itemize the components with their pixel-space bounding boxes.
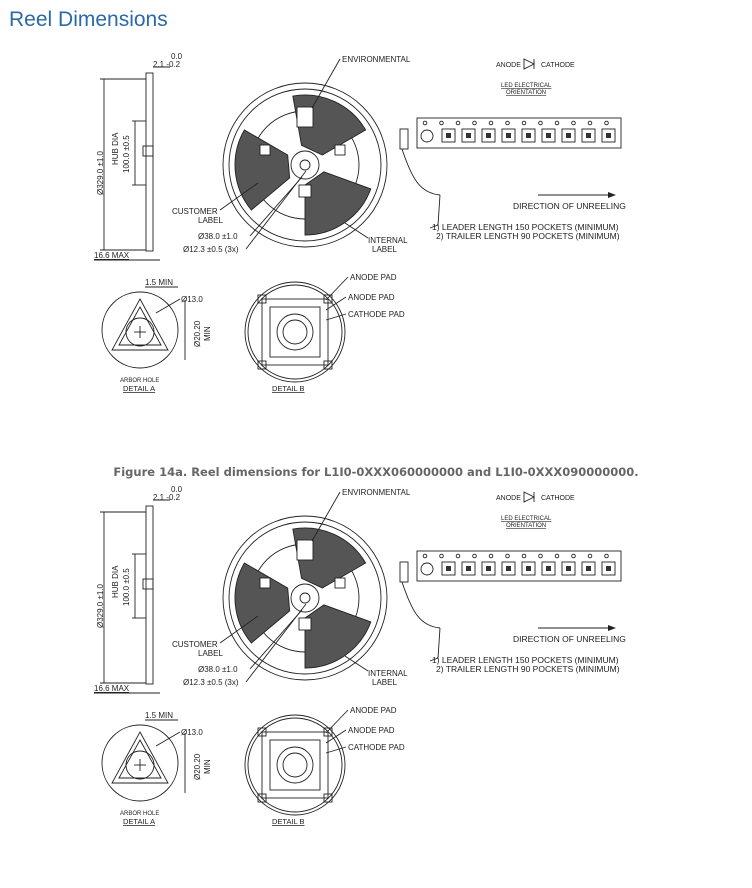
environmental-label: ENVIRONMENTAL: [342, 55, 411, 64]
page-heading: Reel Dimensions: [9, 8, 168, 31]
arbor-hole-label: ARBOR HOLE: [120, 378, 160, 384]
reel-window: [235, 563, 290, 643]
tolerance-bottom: 2.1 -0.2: [153, 60, 181, 69]
diameter-38-label: Ø38.0 ±1.0: [198, 232, 238, 241]
diameter-12-label: Ø12.3 ±0.5 (3x): [183, 678, 239, 687]
direction-label: DIRECTION OF UNREELING: [513, 634, 626, 644]
diameter-13-label: Ø13.0: [181, 728, 203, 737]
anode-pad-label: ANODE PAD: [350, 706, 397, 715]
detail-b-label: DETAIL B: [272, 817, 305, 826]
diameter-20-label: Ø20.20: [193, 320, 202, 347]
arbor-hole-label: ARBOR HOLE: [120, 811, 160, 817]
detail-b-drawing: [245, 715, 345, 815]
hub-dia-label: HUB DIA: [111, 565, 120, 598]
min-1-5-label: 1.5 MIN: [145, 711, 174, 720]
anode-label: ANODE: [496, 62, 521, 69]
max-width-label: 16.6 MAX: [94, 251, 130, 260]
anode-pad-label: ANODE PAD: [350, 273, 397, 282]
max-width-label: 16.6 MAX: [94, 684, 130, 693]
leader-length: 1) LEADER LENGTH 150 POCKETS (MINIMUM): [432, 222, 619, 232]
internal-label-2: LABEL: [372, 678, 397, 687]
customer-label-2: LABEL: [198, 216, 223, 225]
min-label: MIN: [203, 326, 212, 341]
tolerance-top: 0.0: [171, 52, 183, 61]
carrier-tape: [400, 551, 621, 582]
figure-caption: Figure 14a. Reel dimensions for L1I0-0XXX060000000 and L1I0-0XXX090000000.: [113, 465, 639, 479]
hub-value-label: 100.0 ±0.5: [122, 135, 131, 173]
customer-label-2: LABEL: [198, 649, 223, 658]
diameter-label: Ø329.0 ±1.0: [96, 151, 105, 195]
diameter-12-label: Ø12.3 ±0.5 (3x): [183, 245, 239, 254]
reel-side-view: [94, 500, 170, 693]
reel-drawing-figure-1: [0, 45, 752, 479]
reel-diagram: [0, 45, 752, 455]
led-orientation-label: LED ELECTRICAL: [501, 83, 552, 89]
cathode-pad-label: CATHODE PAD: [348, 743, 405, 752]
internal-label: INTERNAL: [368, 236, 408, 245]
hub-dia-label: HUB DIA: [111, 132, 120, 165]
min-1-5-label: 1.5 MIN: [145, 278, 174, 287]
customer-label: CUSTOMER: [172, 640, 218, 649]
detail-b-drawing: [245, 282, 345, 382]
tolerance-top: 0.0: [171, 485, 183, 494]
hub-value-label: 100.0 ±0.5: [122, 568, 131, 606]
trailer-length: 2) TRAILER LENGTH 90 POCKETS (MINIMUM): [436, 231, 620, 241]
internal-label: INTERNAL: [368, 669, 408, 678]
min-label: MIN: [203, 759, 212, 774]
reel-front-view: [223, 516, 387, 680]
led-orientation-label: LED ELECTRICAL: [501, 516, 552, 522]
anode-label: ANODE: [496, 495, 521, 502]
reel-diagram: [0, 478, 752, 888]
orientation-label: ORIENTATION: [506, 90, 547, 96]
reel-front-view: [223, 83, 387, 247]
diameter-13-label: Ø13.0: [181, 295, 203, 304]
customer-label: CUSTOMER: [172, 207, 218, 216]
reel-drawing-figure-2: [0, 478, 752, 888]
cathode-label: CATHODE: [541, 495, 575, 502]
detail-a-label: DETAIL A: [123, 817, 156, 826]
direction-label: DIRECTION OF UNREELING: [513, 201, 626, 211]
anode-pad-label-2: ANODE PAD: [348, 293, 395, 302]
diameter-label: Ø329.0 ±1.0: [96, 584, 105, 628]
detail-a-label: DETAIL A: [123, 384, 156, 393]
diameter-38-label: Ø38.0 ±1.0: [198, 665, 238, 674]
reel-side-view: [94, 67, 170, 260]
cathode-pad-label: CATHODE PAD: [348, 310, 405, 319]
carrier-tape: [400, 118, 621, 149]
detail-b-label: DETAIL B: [272, 384, 305, 393]
anode-pad-label-2: ANODE PAD: [348, 726, 395, 735]
tolerance-bottom: 2.1 -0.2: [153, 493, 181, 502]
internal-label-2: LABEL: [372, 245, 397, 254]
cathode-label: CATHODE: [541, 62, 575, 69]
orientation-label: ORIENTATION: [506, 523, 547, 529]
trailer-length: 2) TRAILER LENGTH 90 POCKETS (MINIMUM): [436, 664, 620, 674]
diameter-20-label: Ø20.20: [193, 753, 202, 780]
environmental-label: ENVIRONMENTAL: [342, 488, 411, 497]
leader-length: 1) LEADER LENGTH 150 POCKETS (MINIMUM): [432, 655, 619, 665]
reel-window: [235, 130, 290, 210]
